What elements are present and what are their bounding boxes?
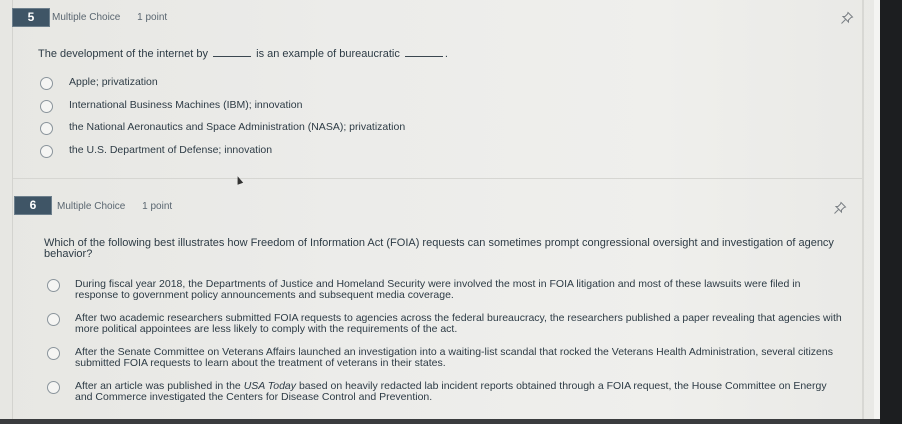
question-prompt: Which of the following best illustrates how Freedom of Information Act (FOIA) requests can sometimes prompt congressional oversight and investigation of agency behavior? (44, 237, 834, 260)
screen-bezel-bottom (0, 419, 880, 424)
answer-label-part: based on heavily redacted lab incident reports obtained through a FOIA request, the House Committee on Energy and Commerce investigated the Centers for Disease Control and Prevention. (75, 380, 827, 403)
publication-name: USA Today (243, 380, 297, 392)
answer-label: After the Senate Committee on Veterans Affairs launched an investigation into a waiting-list scandal that rocked the Veterans Health Administration, several citizens submitted FOIA requests to learn about the treatment of veterans in their states. (75, 346, 833, 369)
answer-label-part: After an article was published in the (75, 380, 244, 392)
answer-label: During fiscal year 2018, the Departments of Justice and Homeland Security were involved the most in FOIA litigation and most of these lawsuits were filed in response to government policy announcements and subsequent media coverage. (75, 278, 801, 301)
answer-list (47, 279, 847, 415)
question-type: Multiple Choice (57, 201, 126, 212)
radio-button[interactable] (40, 122, 53, 135)
prompt-text-2: is an example of bureaucratic (256, 48, 400, 60)
radio-button[interactable] (47, 279, 60, 292)
question-6 (13, 179, 862, 419)
answer-label: the U.S. Department of Defense; innovation (69, 143, 273, 156)
question-number-badge: 6 (15, 197, 51, 214)
question-points: 1 point (137, 12, 168, 23)
radio-button[interactable] (47, 347, 60, 360)
radio-button[interactable] (40, 100, 53, 113)
question-number-badge: 5 (13, 9, 49, 26)
radio-button[interactable] (40, 145, 53, 158)
pin-icon[interactable] (833, 201, 847, 215)
answer-option[interactable] (47, 313, 847, 347)
content-right-border (862, 0, 864, 424)
answer-option[interactable] (40, 122, 405, 145)
answer-label: the National Aeronautics and Space Administration (NASA); privatization (69, 121, 406, 133)
prompt-text-1: The development of the internet by (38, 48, 208, 60)
prompt-text-3: . (444, 48, 448, 60)
answer-option[interactable] (40, 145, 405, 168)
answer-option[interactable] (40, 100, 405, 123)
answer-option[interactable] (47, 347, 847, 381)
screen-bezel (880, 0, 902, 424)
radio-button[interactable] (47, 381, 60, 394)
pin-icon[interactable] (840, 11, 854, 25)
answer-list (40, 77, 405, 167)
radio-button[interactable] (47, 313, 60, 326)
question-meta (52, 12, 167, 23)
answer-label: Apple; privatization (69, 76, 158, 88)
answer-option[interactable] (40, 77, 405, 100)
answer-label: International Business Machines (IBM); innovation (69, 98, 303, 111)
question-5 (13, 0, 862, 178)
question-meta (57, 201, 172, 212)
question-points: 1 point (142, 201, 173, 212)
fill-blank-1 (213, 47, 251, 57)
question-prompt (38, 47, 448, 60)
answer-label (75, 381, 845, 402)
answer-option[interactable] (47, 381, 847, 415)
question-type: Multiple Choice (52, 12, 121, 23)
answer-label: After two academic researchers submitted FOIA requests to agencies across the federal bureaucracy, the researchers published a paper revealing that agencies with more political appointees are less likely to comply with the requirements of the act. (75, 312, 842, 335)
radio-button[interactable] (40, 77, 53, 90)
fill-blank-2 (405, 47, 443, 57)
answer-option[interactable] (47, 279, 847, 313)
